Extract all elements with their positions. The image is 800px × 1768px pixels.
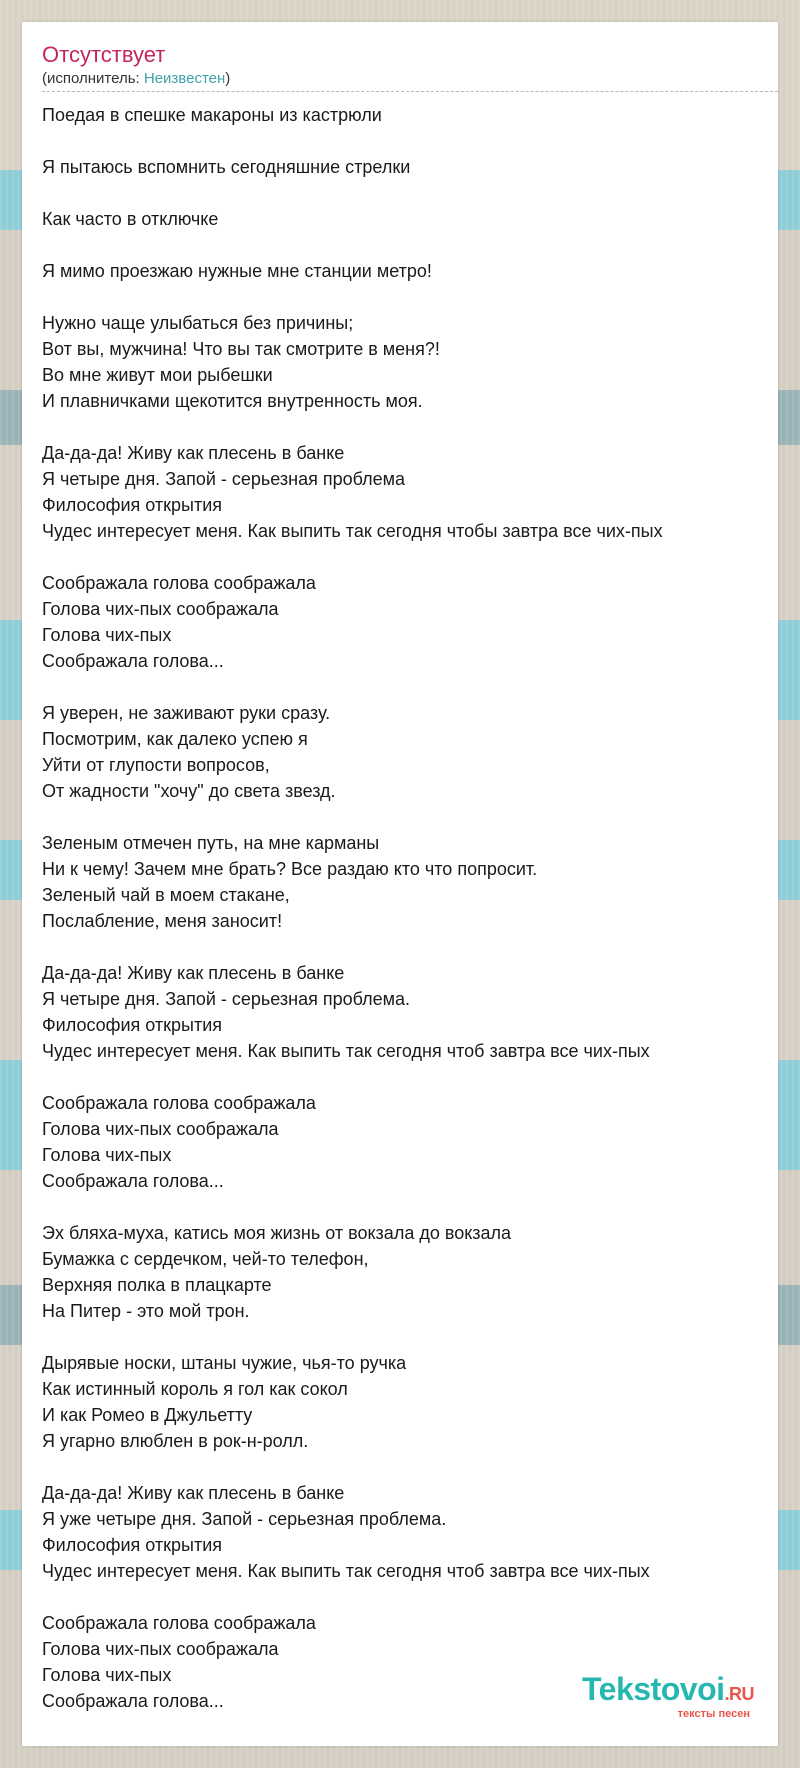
lyric-line: Уйти от глупости вопросов,	[42, 755, 270, 775]
logo-wordmark	[582, 1673, 754, 1710]
lyric-line: Я уверен, не заживают руки сразу.	[42, 703, 331, 723]
lyric-line: Голова чих-пых соображала	[42, 1639, 279, 1659]
lyric-line: Голова чих-пых	[42, 1145, 172, 1165]
lyric-line: Я четыре дня. Запой - серьезная проблема	[42, 469, 406, 489]
lyric-line: Соображала голова...	[42, 651, 224, 671]
lyric-line: Чудес интересует меня. Как выпить так сегодня чтоб завтра все чих-пых	[42, 1561, 650, 1581]
lyric-line: Во мне живут мои рыбешки	[42, 365, 273, 385]
song-title: Отсутствует	[42, 42, 166, 67]
lyric-line: Философия открытия	[42, 495, 223, 515]
lyric-spacer	[42, 284, 778, 310]
song-header	[42, 42, 778, 88]
lyric-spacer	[42, 1064, 778, 1090]
lyric-line: Я четыре дня. Запой - серьезная проблема.	[42, 989, 411, 1009]
lyric-spacer	[42, 414, 778, 440]
artist-suffix: )	[225, 70, 231, 87]
lyric-spacer	[42, 674, 778, 700]
lyric-spacer	[42, 934, 778, 960]
lyric-line: Соображала голова соображала	[42, 1613, 316, 1633]
lyric-line: Поедая в спешке макароны из кастрюли	[42, 105, 382, 125]
lyric-spacer	[42, 1194, 778, 1220]
lyric-line: Нужно чаще улыбаться без причины;	[42, 313, 354, 333]
lyric-line: Посмотрим, как далеко успею я	[42, 729, 308, 749]
lyric-line: Послабление, меня заносит!	[42, 911, 283, 931]
lyric-line: Соображала голова соображала	[42, 573, 316, 593]
lyric-line: Голова чих-пых соображала	[42, 599, 279, 619]
lyric-spacer	[42, 232, 778, 258]
lyric-spacer	[42, 1454, 778, 1480]
logo-tld: .RU	[724, 1684, 754, 1704]
lyric-line: Я уже четыре дня. Запой - серьезная проблема.	[42, 1509, 447, 1529]
lyric-line: Философия открытия	[42, 1015, 223, 1035]
lyric-line: На Питер - это мой трон.	[42, 1301, 250, 1321]
lyric-line: От жадности "хочу" до света звезд.	[42, 781, 336, 801]
lyric-line: Да-да-да! Живу как плесень в банке	[42, 1483, 345, 1503]
lyric-line: Чудес интересует меня. Как выпить так сегодня чтобы завтра все чих-пых	[42, 521, 663, 541]
lyric-line: Соображала голова...	[42, 1171, 224, 1191]
lyric-line: Философия открытия	[42, 1535, 223, 1555]
lyric-line: Соображала голова...	[42, 1691, 224, 1711]
lyric-line: Да-да-да! Живу как плесень в банке	[42, 443, 345, 463]
lyric-spacer	[42, 544, 778, 570]
artist-link[interactable]: Неизвестен	[143, 70, 226, 87]
lyric-line: Я угарно влюблен в рок-н-ролл.	[42, 1431, 309, 1451]
lyric-line: Голова чих-пых соображала	[42, 1119, 279, 1139]
lyric-line: Как истинный король я гол как сокол	[42, 1379, 348, 1399]
site-logo[interactable]	[582, 1673, 754, 1720]
lyric-line: Зеленый чай в моем стакане,	[42, 885, 290, 905]
lyric-spacer	[42, 180, 778, 206]
lyric-line: Эх бляха-муха, катись моя жизнь от вокзала до вокзала	[42, 1223, 512, 1243]
lyrics-body	[42, 102, 778, 1714]
lyric-line: Голова чих-пых	[42, 625, 172, 645]
lyric-line: Да-да-да! Живу как плесень в банке	[42, 963, 345, 983]
lyric-line: Ни к чему! Зачем мне брать? Все раздаю кто что попросит.	[42, 859, 538, 879]
logo-tagline: тексты песен	[677, 1708, 750, 1720]
header-divider	[42, 91, 778, 92]
lyric-line: Чудес интересует меня. Как выпить так сегодня чтоб завтра все чих-пых	[42, 1041, 650, 1061]
artist-line	[42, 70, 778, 88]
lyric-line: Верхняя полка в плацкарте	[42, 1275, 272, 1295]
lyric-line: Голова чих-пых	[42, 1665, 172, 1685]
lyric-spacer	[42, 1324, 778, 1350]
lyric-line: Я мимо проезжаю нужные мне станции метро!	[42, 261, 432, 281]
lyric-line: Дырявые носки, штаны чужие, чья-то ручка	[42, 1353, 407, 1373]
lyric-line: Зеленым отмечен путь, на мне карманы	[42, 833, 380, 853]
artist-prefix: (исполнитель:	[42, 70, 144, 87]
logo-name: Tekstovoi	[582, 1671, 725, 1707]
content-sheet	[22, 22, 778, 1746]
lyric-line: И как Ромео в Джульетту	[42, 1405, 253, 1425]
lyric-spacer	[42, 128, 778, 154]
lyric-spacer	[42, 1584, 778, 1610]
lyric-line: Бумажка с сердечком, чей-то телефон,	[42, 1249, 369, 1269]
lyric-line: Как часто в отключке	[42, 209, 219, 229]
lyric-line: Я пытаюсь вспомнить сегодняшние стрелки	[42, 157, 411, 177]
lyric-line: Соображала голова соображала	[42, 1093, 316, 1113]
lyric-line: И плавничками щекотится внутренность моя.	[42, 391, 423, 411]
lyric-line: Вот вы, мужчина! Что вы так смотрите в меня?!	[42, 339, 440, 359]
lyric-spacer	[42, 804, 778, 830]
